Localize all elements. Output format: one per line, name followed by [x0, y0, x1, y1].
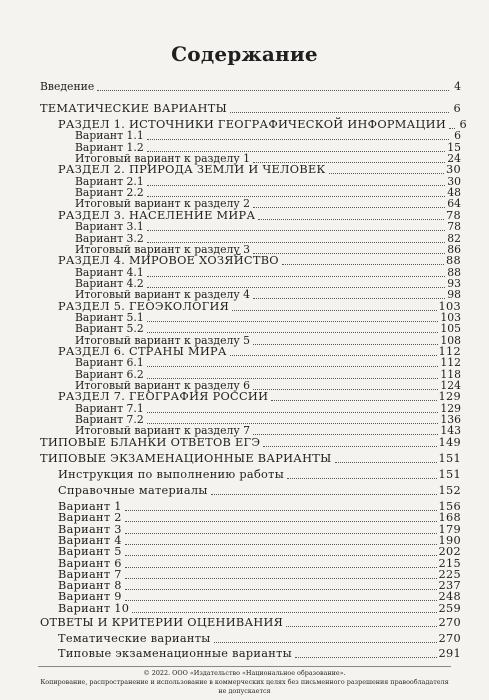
toc-entry-page: 225 — [438, 567, 461, 581]
toc-entry-page: 151 — [438, 452, 461, 465]
toc-entry-label: Вариант 7.1 — [75, 401, 144, 415]
toc-entry-page: 30 — [447, 174, 461, 188]
toc-entry — [40, 436, 461, 450]
toc-entry-page: 124 — [440, 379, 461, 393]
toc-entry-label: РАЗДЕЛ 4. МИРОВОЕ ХОЗЯЙСТВО — [58, 254, 279, 268]
toc-entry-label: Вариант 8 — [58, 579, 122, 593]
toc-entry-page: 64 — [447, 197, 461, 211]
dot-leader — [214, 642, 437, 643]
toc-entry-label: Вариант 9 — [58, 590, 122, 604]
toc-entry-page: 86 — [447, 242, 461, 256]
toc-entry-page: 270 — [438, 632, 461, 645]
toc-entry-page: 103 — [438, 299, 461, 313]
toc-entry — [40, 80, 461, 94]
toc-entry — [58, 632, 461, 646]
toc-entry-page: 149 — [438, 436, 461, 449]
toc-entry-page: 88 — [447, 265, 461, 279]
toc-entry-page: 248 — [438, 590, 461, 604]
toc-entry-label: Итоговый вариант к разделу 2 — [75, 197, 250, 211]
dot-leader — [286, 626, 436, 627]
dot-leader — [295, 657, 437, 658]
toc-entry-label: Вариант 1 — [58, 500, 122, 513]
toc-entry-label: РАЗДЕЛ 2. ПРИРОДА ЗЕМЛИ И ЧЕЛОВЕК — [58, 163, 326, 177]
toc-entry-page: 105 — [440, 322, 461, 336]
toc-entry — [40, 452, 461, 466]
toc-entry-page: 103 — [440, 310, 461, 324]
toc-entry-page: 6 — [454, 129, 461, 143]
toc-entry-page: 108 — [440, 333, 461, 347]
toc-entry-label: Введение — [40, 80, 95, 93]
toc-entry-page: 30 — [446, 163, 461, 177]
toc-entry-page: 15 — [447, 140, 461, 154]
toc-entry — [40, 616, 461, 630]
toc-entry-page: 98 — [447, 288, 461, 302]
toc-entry-label: ТЕМАТИЧЕСКИЕ ВАРИАНТЫ — [40, 102, 228, 115]
toc-entry-page: 88 — [446, 254, 461, 268]
toc-entry-page: 6 — [453, 102, 461, 115]
toc-entry-page: 237 — [438, 579, 461, 593]
toc-entry-label: Итоговый вариант к разделу 6 — [75, 379, 250, 393]
toc-entry-label: Вариант 1.2 — [75, 140, 144, 154]
toc-entry-page: 82 — [447, 231, 461, 245]
toc-entry-page: 78 — [447, 220, 461, 234]
toc-entry — [58, 468, 461, 482]
toc-entry-label: Вариант 7 — [58, 567, 122, 581]
toc-entry-page: 270 — [438, 616, 461, 629]
copyright-line: © 2022. ООО «Издательство «Национальное образование». — [143, 669, 346, 677]
toc-entry-label: ТИПОВЫЕ ЭКЗАМЕНАЦИОННЫЕ ВАРИАНТЫ — [40, 452, 332, 465]
toc-entry-page: 202 — [438, 545, 461, 559]
toc-entry — [58, 602, 461, 616]
dot-leader — [97, 90, 449, 91]
toc-entry-label: Тематические варианты — [58, 632, 211, 645]
toc-entry-label: Вариант 3.2 — [75, 231, 144, 245]
toc-entry-label: Вариант 7.2 — [75, 413, 144, 427]
toc-entry-page: 136 — [440, 413, 461, 427]
toc-entry-label: РАЗДЕЛ 5. ГЕОЭКОЛОГИЯ — [58, 299, 230, 313]
toc-entry-page: 129 — [440, 401, 461, 415]
page-title: Содержание — [171, 42, 318, 66]
toc-entry-label: Вариант 2 — [58, 511, 122, 525]
toc-entry-label: РАЗДЕЛ 7. ГЕОГРАФИЯ РОССИИ — [58, 390, 269, 404]
dot-leader — [132, 612, 436, 613]
dot-leader — [211, 494, 437, 495]
toc-entry-page: 118 — [440, 367, 461, 381]
toc-entry-page: 112 — [438, 345, 461, 358]
toc-entry-label: Итоговый вариант к разделу 4 — [75, 288, 250, 302]
toc-entry-label: Типовые экзаменационные варианты — [58, 647, 292, 660]
dot-leader — [335, 462, 437, 463]
toc-entry-label: Вариант 6.1 — [75, 356, 144, 370]
toc-entry-label: Вариант 6.2 — [75, 367, 144, 381]
toc-entry-label: Вариант 1.1 — [75, 129, 144, 143]
toc-entry — [58, 647, 461, 661]
toc-entry-label: Инструкция по выполнению работы — [58, 468, 284, 481]
toc-entry-page: 152 — [438, 484, 461, 497]
toc-entry-label: РАЗДЕЛ 1. ИСТОЧНИКИ ГЕОГРАФИЧЕСКОЙ ИНФОРМАЦИИ — [58, 118, 446, 131]
toc-entry-label: РАЗДЕЛ 3. НАСЕЛЕНИЕ МИРА — [58, 208, 256, 222]
toc-entry-page: 259 — [438, 601, 461, 615]
toc-entry-label: ТИПОВЫЕ БЛАНКИ ОТВЕТОВ ЕГЭ — [40, 436, 261, 449]
toc-entry-page: 93 — [447, 276, 461, 290]
toc-entry-page: 151 — [438, 468, 461, 481]
toc-entry-page: 6 — [459, 118, 467, 131]
toc-entry-label: Вариант 2.2 — [75, 186, 144, 200]
toc-entry-page: 156 — [438, 500, 461, 513]
toc-entry-label: Вариант 6 — [58, 556, 122, 570]
toc-entry-label: Итоговый вариант к разделу 1 — [75, 152, 250, 166]
toc-entry-label: Вариант 4.2 — [75, 276, 144, 290]
toc-entry-page: 168 — [438, 511, 461, 525]
toc-entry-page: 143 — [440, 424, 461, 438]
toc-entry-page: 4 — [454, 80, 461, 93]
toc-entry-label: Итоговый вариант к разделу 7 — [75, 424, 250, 438]
toc-entry-label: ОТВЕТЫ И КРИТЕРИИ ОЦЕНИВАНИЯ — [40, 616, 284, 629]
dot-leader — [230, 112, 449, 113]
toc-entry-page: 291 — [438, 647, 461, 660]
toc-entry — [58, 484, 461, 498]
dot-leader — [287, 478, 437, 479]
toc-entry-page: 112 — [440, 356, 461, 370]
toc-entry — [40, 102, 461, 116]
toc-entry-label: Вариант 2.1 — [75, 174, 144, 188]
toc-entry-label: Вариант 5.2 — [75, 322, 144, 336]
toc-entry-page: 215 — [438, 556, 461, 570]
copyright-notice: Копирование, распространение и использование в коммерческих целях без письменного разрешения правообладателя не допускается — [40, 678, 449, 695]
copyright-footer — [38, 666, 451, 696]
toc-entry-page: 48 — [447, 186, 461, 200]
toc-entry-label: Итоговый вариант к разделу 3 — [75, 242, 250, 256]
toc-entry-label: Вариант 5.1 — [75, 310, 144, 324]
toc-entry-label: Вариант 4.1 — [75, 265, 144, 279]
toc-entry-label: Вариант 3 — [58, 522, 122, 536]
toc-entry-page: 78 — [446, 208, 461, 222]
toc-entry-page: 179 — [438, 522, 461, 536]
toc-entry-label: РАЗДЕЛ 6. СТРАНЫ МИРА — [58, 345, 227, 358]
toc-entry-page: 24 — [447, 152, 461, 166]
dot-leader — [263, 446, 436, 447]
toc-entry-label: Вариант 3.1 — [75, 220, 144, 234]
toc-entry-page: 190 — [438, 533, 461, 547]
toc-entry-label: Вариант 5 — [58, 545, 122, 559]
toc-entry-page: 129 — [438, 390, 461, 404]
toc-entry-label: Вариант 10 — [58, 601, 130, 615]
toc-entry-label: Итоговый вариант к разделу 5 — [75, 333, 250, 347]
toc-entry-label: Справочные материалы — [58, 484, 208, 497]
toc-entry-label: Вариант 4 — [58, 533, 122, 547]
